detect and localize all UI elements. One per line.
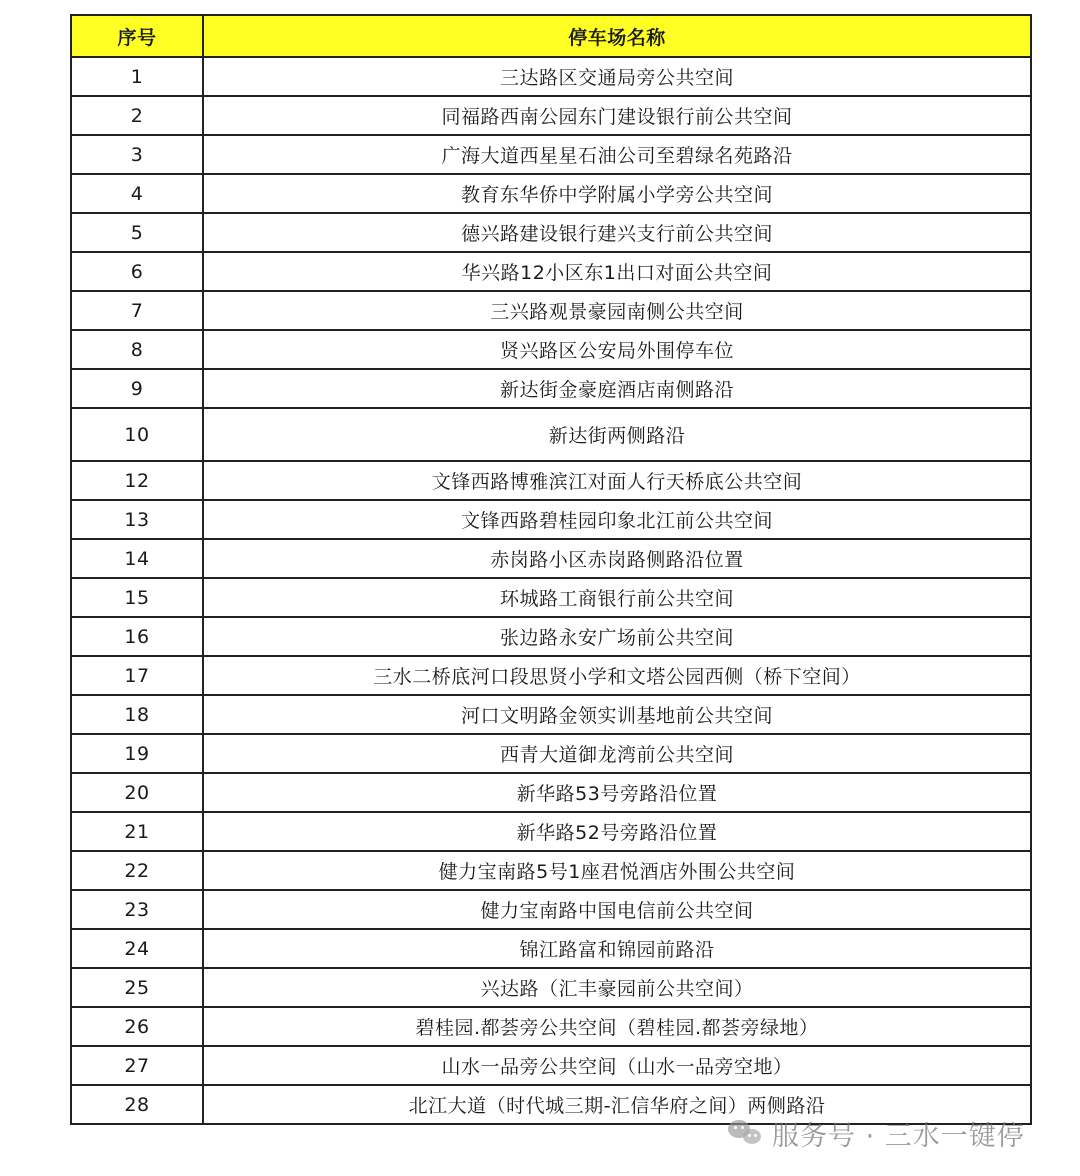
parking-lot-name: 文锋西路碧桂园印象北江前公共空间	[203, 500, 1031, 539]
watermark-text: 服务号 · 三水一键停	[772, 1120, 1025, 1152]
row-number: 16	[71, 617, 203, 656]
parking-lot-name: 三兴路观景豪园南侧公共空间	[203, 291, 1031, 330]
row-number: 26	[71, 1007, 203, 1046]
table-row	[71, 369, 1031, 408]
table-row	[71, 291, 1031, 330]
parking-lot-name: 碧桂园.都荟旁公共空间（碧桂园.都荟旁绿地）	[203, 1007, 1031, 1046]
parking-lot-name: 张边路永安广场前公共空间	[203, 617, 1031, 656]
table-body	[71, 57, 1031, 1124]
parking-lot-name: 西青大道御龙湾前公共空间	[203, 734, 1031, 773]
table-row	[71, 96, 1031, 135]
row-number: 14	[71, 539, 203, 578]
table-row	[71, 695, 1031, 734]
parking-lot-name: 新华路52号旁路沿位置	[203, 812, 1031, 851]
row-number: 7	[71, 291, 203, 330]
row-number: 5	[71, 213, 203, 252]
table-row	[71, 617, 1031, 656]
row-number: 17	[71, 656, 203, 695]
table-row	[71, 656, 1031, 695]
parking-lot-name: 德兴路建设银行建兴支行前公共空间	[203, 213, 1031, 252]
row-number: 19	[71, 734, 203, 773]
table-row	[71, 174, 1031, 213]
parking-lot-name: 河口文明路金领实训基地前公共空间	[203, 695, 1031, 734]
header-row	[71, 15, 1031, 57]
parking-lot-name: 环城路工商银行前公共空间	[203, 578, 1031, 617]
parking-lot-table	[70, 14, 1032, 1125]
row-number: 20	[71, 773, 203, 812]
table-row	[71, 330, 1031, 369]
table-row	[71, 213, 1031, 252]
row-number: 8	[71, 330, 203, 369]
parking-lot-name: 健力宝南路5号1座君悦酒店外围公共空间	[203, 851, 1031, 890]
parking-lot-name: 同福路西南公园东门建设银行前公共空间	[203, 96, 1031, 135]
row-number: 18	[71, 695, 203, 734]
parking-lot-name: 山水一品旁公共空间（山水一品旁空地）	[203, 1046, 1031, 1085]
table-row	[71, 500, 1031, 539]
parking-lot-name: 文锋西路博雅滨江对面人行天桥底公共空间	[203, 461, 1031, 500]
table-row	[71, 539, 1031, 578]
parking-lot-name: 兴达路（汇丰豪园前公共空间）	[203, 968, 1031, 1007]
table-header	[71, 15, 1031, 57]
table-row	[71, 135, 1031, 174]
table-row	[71, 461, 1031, 500]
table-row	[71, 408, 1031, 461]
table-row	[71, 890, 1031, 929]
header-number: 序号	[71, 15, 203, 57]
row-number: 13	[71, 500, 203, 539]
table-row	[71, 1085, 1031, 1124]
table-row	[71, 773, 1031, 812]
parking-lot-name: 锦江路富和锦园前路沿	[203, 929, 1031, 968]
row-number: 1	[71, 57, 203, 96]
parking-lot-name: 贤兴路区公安局外围停车位	[203, 330, 1031, 369]
parking-lot-name: 华兴路12小区东1出口对面公共空间	[203, 252, 1031, 291]
parking-lot-name: 三达路区交通局旁公共空间	[203, 57, 1031, 96]
parking-lot-name: 新华路53号旁路沿位置	[203, 773, 1031, 812]
row-number: 21	[71, 812, 203, 851]
parking-lot-name: 教育东华侨中学附属小学旁公共空间	[203, 174, 1031, 213]
row-number: 10	[71, 408, 203, 461]
table-row	[71, 929, 1031, 968]
parking-lot-name: 三水二桥底河口段思贤小学和文塔公园西侧（桥下空间）	[203, 656, 1031, 695]
parking-lot-name: 新达街两侧路沿	[203, 408, 1031, 461]
table-row	[71, 1007, 1031, 1046]
table-row	[71, 734, 1031, 773]
row-number: 28	[71, 1085, 203, 1124]
table-row	[71, 578, 1031, 617]
row-number: 27	[71, 1046, 203, 1085]
row-number: 24	[71, 929, 203, 968]
row-number: 22	[71, 851, 203, 890]
parking-lot-name: 广海大道西星星石油公司至碧绿名苑路沿	[203, 135, 1031, 174]
row-number: 6	[71, 252, 203, 291]
table-row	[71, 57, 1031, 96]
parking-lot-name: 赤岗路小区赤岗路侧路沿位置	[203, 539, 1031, 578]
table-row	[71, 968, 1031, 1007]
row-number: 12	[71, 461, 203, 500]
row-number: 4	[71, 174, 203, 213]
parking-lot-name: 北江大道（时代城三期-汇信华府之间）两侧路沿	[203, 1085, 1031, 1124]
row-number: 25	[71, 968, 203, 1007]
row-number: 9	[71, 369, 203, 408]
table-row	[71, 851, 1031, 890]
row-number: 3	[71, 135, 203, 174]
header-name: 停车场名称	[203, 15, 1031, 57]
row-number: 2	[71, 96, 203, 135]
row-number: 15	[71, 578, 203, 617]
parking-lot-name: 新达街金豪庭酒店南侧路沿	[203, 369, 1031, 408]
row-number: 23	[71, 890, 203, 929]
parking-lot-name: 健力宝南路中国电信前公共空间	[203, 890, 1031, 929]
table-row	[71, 812, 1031, 851]
table-row	[71, 252, 1031, 291]
table-row	[71, 1046, 1031, 1085]
